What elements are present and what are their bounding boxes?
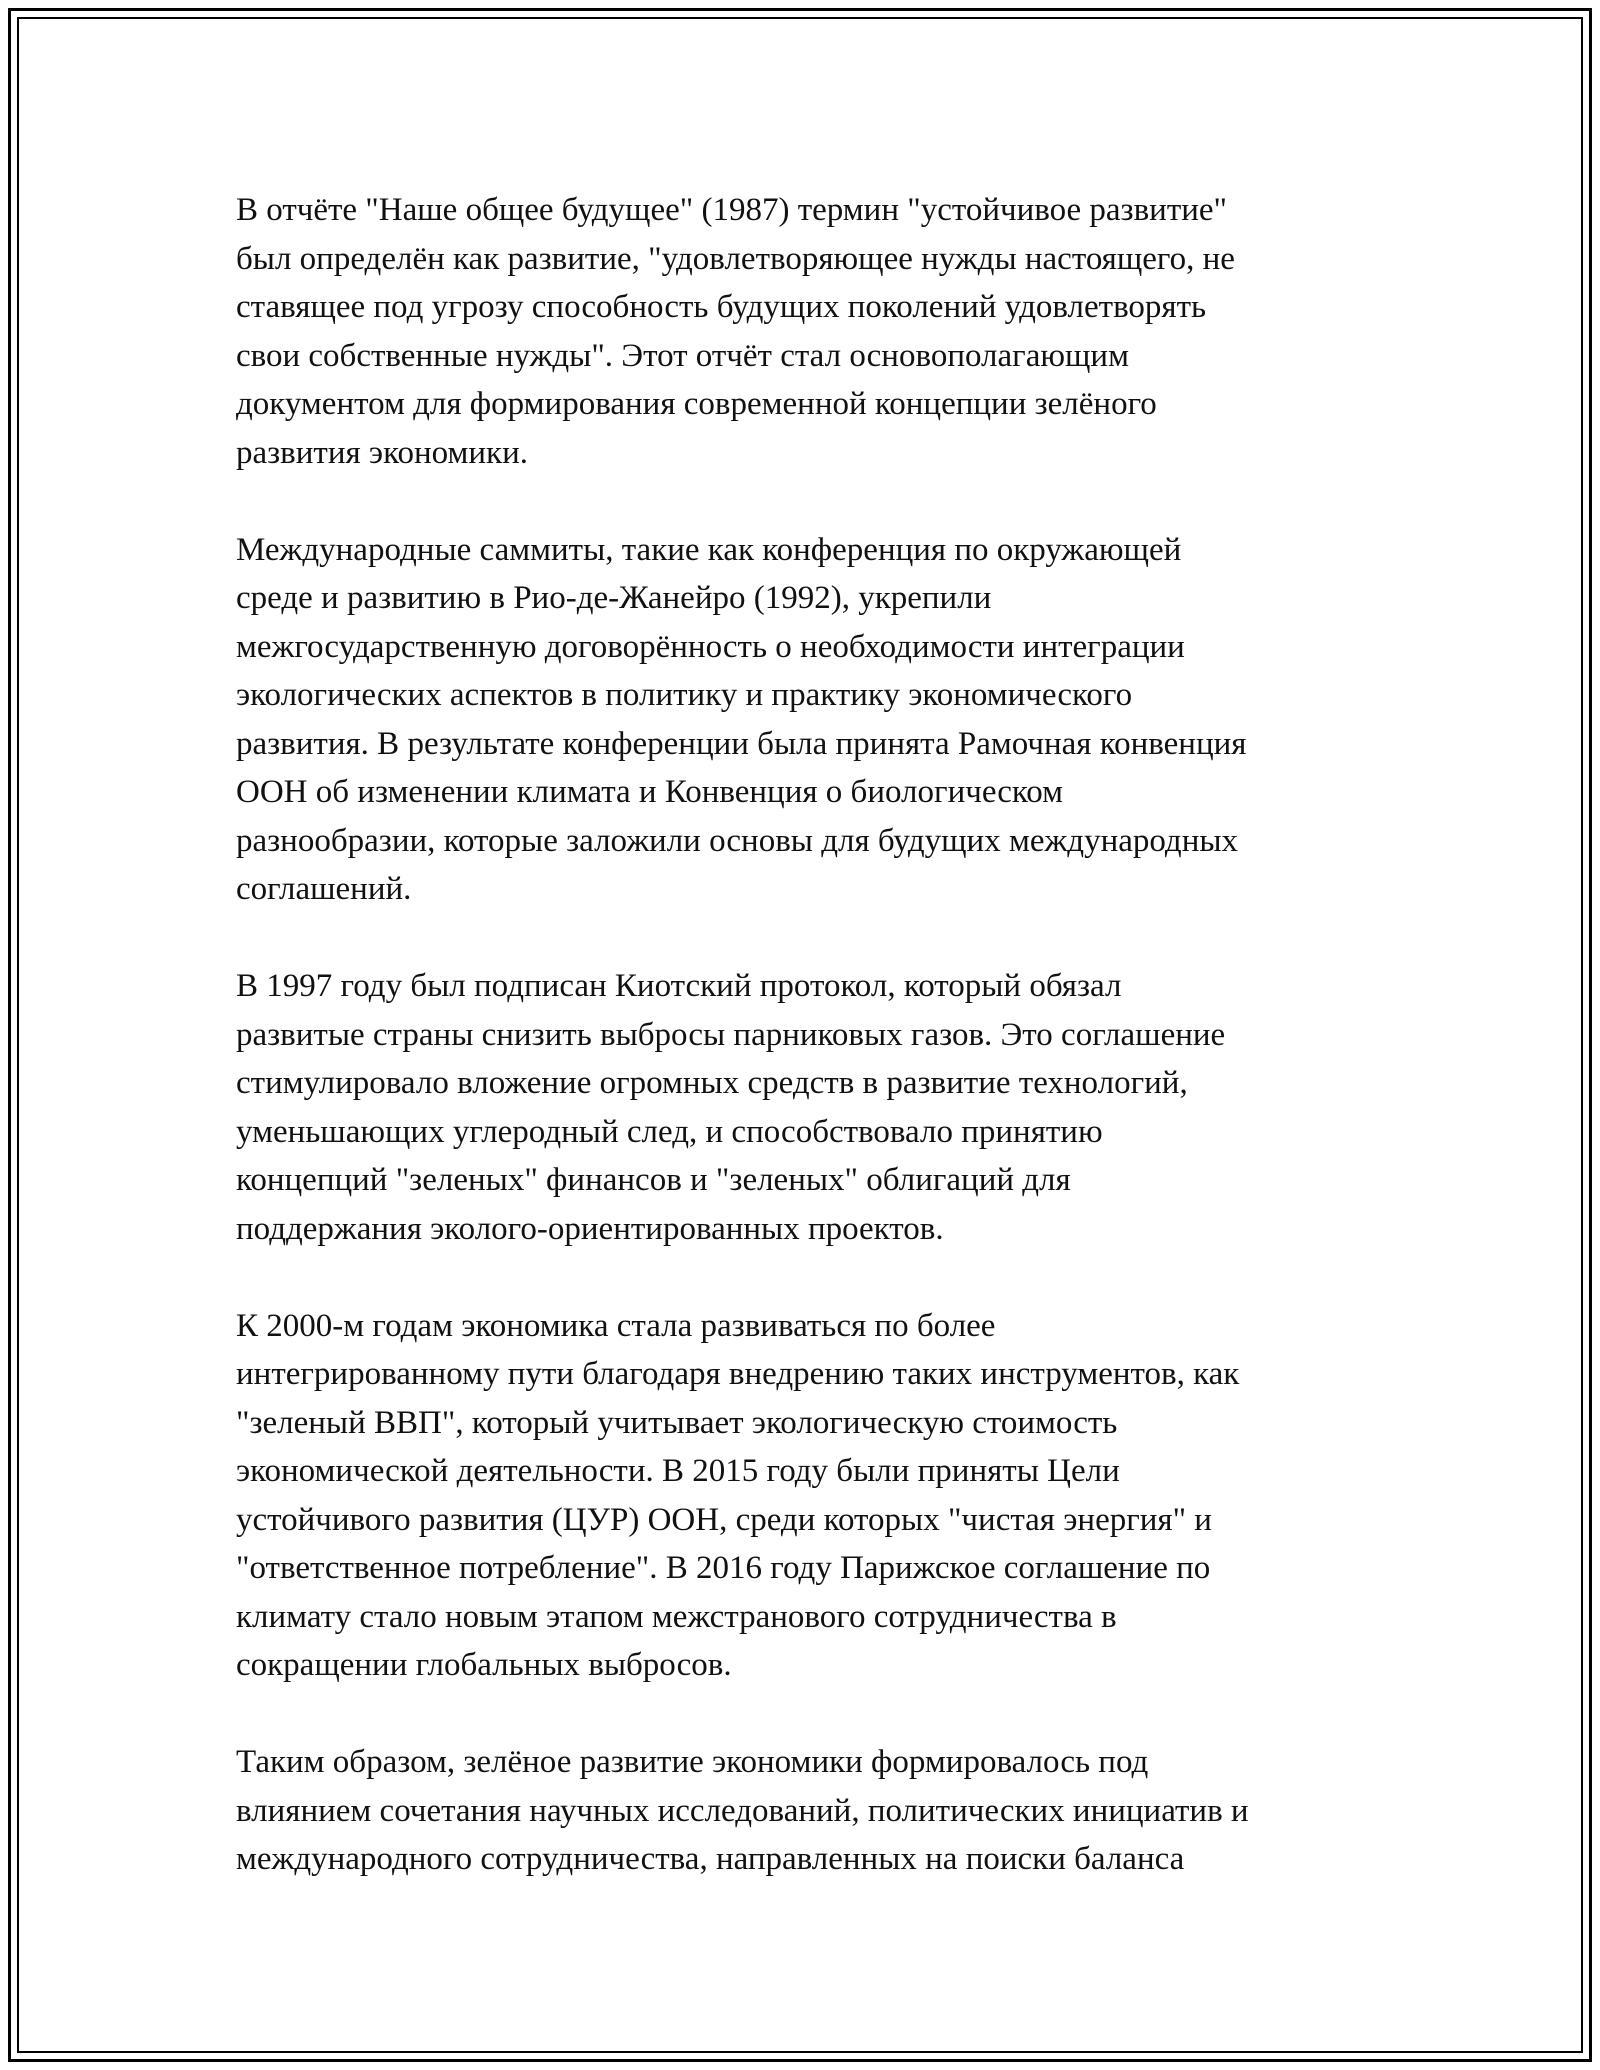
paragraph-rio-summit: Международные саммиты, такие как конференция по окружающей среде и развитию в Рио-де-Жанейро (1992), укрепили межгосударственную договорённость о необходимости интеграции экологических аспектов в политику и практику экономического развития. В результате конференции была принята Рамочная конвенция ООН об изменении климата и Конвенция о биологическом разнообразии, которые заложили основы для будущих международных соглашений.: [236, 531, 1247, 907]
document-body: [236, 186, 1396, 1884]
paragraph-kyoto-protocol: В 1997 году был подписан Киотский протокол, который обязал развитые страны снизить выбросы парниковых газов. Это соглашение стимулировало вложение огромных средств в развитие технологий, уменьшающих углеродный след, и способствовало принятию концепций "зеленых" финансов и "зеленых" облигаций для поддержания эколого-ориентированных проектов.: [236, 968, 1226, 1247]
paragraph-conclusion: Таким образом, зелёное развитие экономики формировалось под влиянием сочетания научных исследований, политических инициатив и международного сотрудничества, направленных на поиски баланса: [236, 1744, 1249, 1877]
paragraph-brundtland-report: В отчёте "Наше общее будущее" (1987) термин "устойчивое развитие" был определён как развитие, "удовлетворяющее нужды настоящего, не ставящее под угрозу способность будущих поколений удовлетворять свои собственные нужды". Этот отчёт стал основополагающим документом для формирования современной концепции зелёного развития экономики.: [236, 192, 1235, 471]
paragraph-green-gdp-sdg: К 2000-м годам экономика стала развиваться по более интегрированному пути благодаря внедрению таких инструментов, как "зеленый ВВП", который учитывает экологическую стоимость экономической деятельности. В 2015 году были приняты Цели устойчивого развития (ЦУР) ООН, среди которых "чистая энергия" и "ответственное потребление". В 2016 году Парижское соглашение по климату стало новым этапом межстранового сотрудничества в сокращении глобальных выбросов.: [236, 1307, 1240, 1683]
